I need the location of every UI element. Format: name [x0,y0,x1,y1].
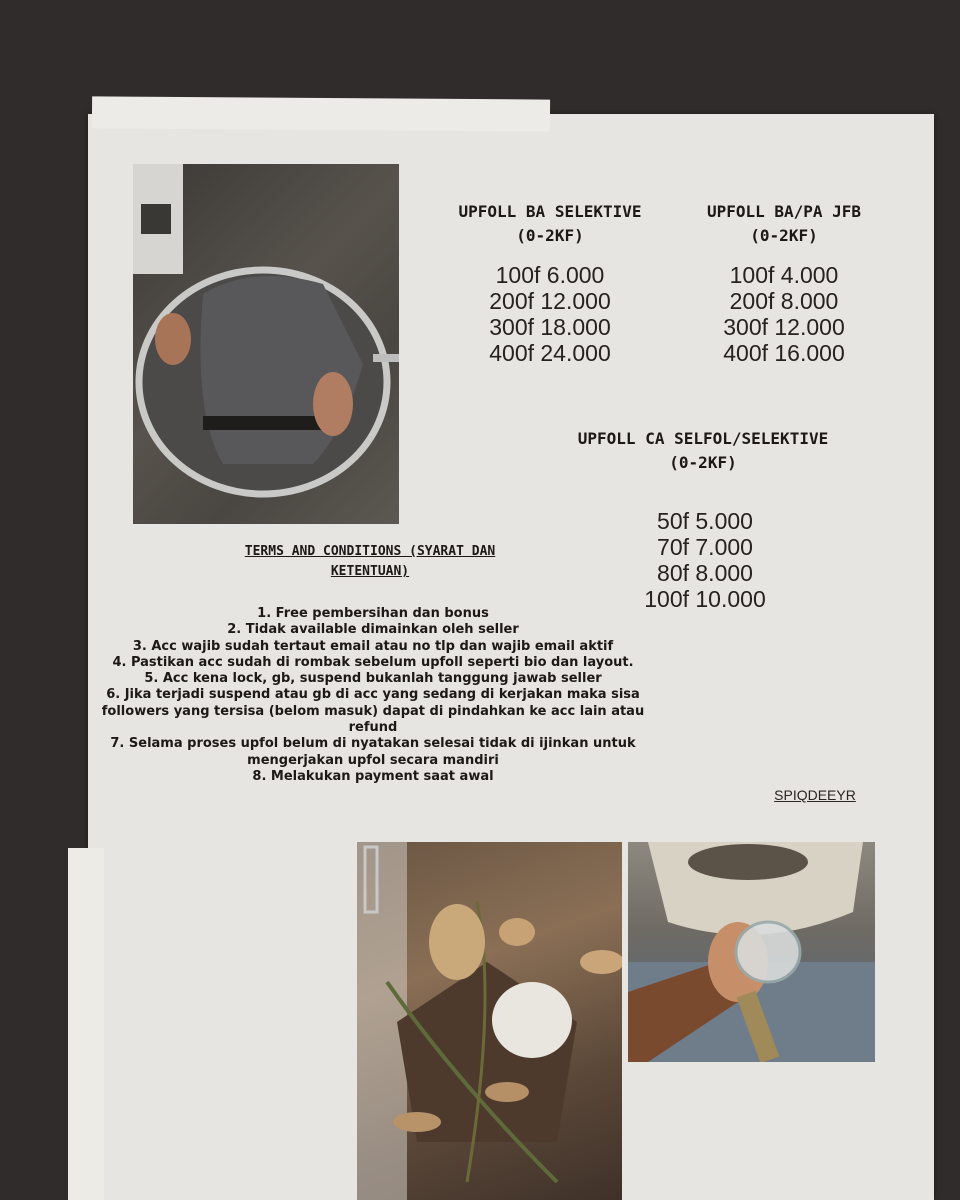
photo-hand-drink [628,842,875,1062]
price-item: 50f 5.000 [657,508,753,534]
package-1-range: (0-2KF) [516,226,584,245]
terms-item: 1. Free pembersihan dan bonus [257,606,489,621]
package-3-title: UPFOLL CA SELFOL/SELEKTIVE [577,429,829,448]
price-item: 100f 6.000 [495,262,605,288]
package-2-heading [688,200,880,248]
creator-credit: SPIQDEEYR [774,787,856,803]
tape-strip-left [68,848,104,1200]
package-3-price-list [615,508,795,612]
terms-item: 5. Acc kena lock, gb, suspend bukanlah tanggung jawab seller [144,671,602,687]
price-item: 100f 10.000 [644,586,766,612]
package-3-range: (0-2KF) [669,453,737,472]
terms-item: 6. Jika terjadi suspend atau gb di acc yang sedang di kerjakan maka sisa followers yang tersisa (belom masuk) dapat di pindahkan ke acc lain atau refund [101,687,645,736]
photo-side-mirror [133,164,399,524]
dried-flowers-illustration [357,842,622,1200]
package-2-title: UPFOLL BA/PA JFB [706,202,862,221]
terms-item: 4. Pastikan acc sudah di rombak sebelum upfoll seperti bio dan layout. [112,654,634,670]
terms-item: 3. Acc wajib sudah tertaut email atau no tlp dan wajib email aktif [132,638,614,654]
price-item: 100f 4.000 [729,262,839,288]
hand-drink-illustration [628,842,875,1062]
package-1-price-list [460,262,640,366]
terms-title: TERMS AND CONDITIONS (SYARAT DAN KETENTUAN) [244,544,496,579]
price-item: 80f 8.000 [657,560,753,586]
package-2-range: (0-2KF) [750,226,818,245]
terms-item: 7. Selama proses upfol belum di nyatakan selesai tidak di ijinkan untuk mengerjakan upfol secara mandiri [110,736,636,768]
terms-item: 2. Tidak available dimainkan oleh seller [227,622,519,638]
price-item: 200f 12.000 [489,288,611,314]
price-item: 400f 24.000 [489,340,611,366]
photo-dried-flowers [357,842,622,1200]
terms-list [92,606,654,785]
terms-item: 8. Melakukan payment saat awal [252,768,494,784]
package-3-heading [560,427,846,475]
package-1-heading [440,200,660,248]
tape-strip-top [92,96,550,131]
price-item: 300f 18.000 [489,314,611,340]
price-item: 70f 7.000 [657,534,753,560]
package-1-title: UPFOLL BA SELEKTIVE [458,202,642,221]
package-2-price-list [694,262,874,366]
price-item: 300f 12.000 [723,314,845,340]
price-item: 200f 8.000 [729,288,839,314]
side-mirror-illustration [133,164,399,524]
price-item: 400f 16.000 [723,340,845,366]
